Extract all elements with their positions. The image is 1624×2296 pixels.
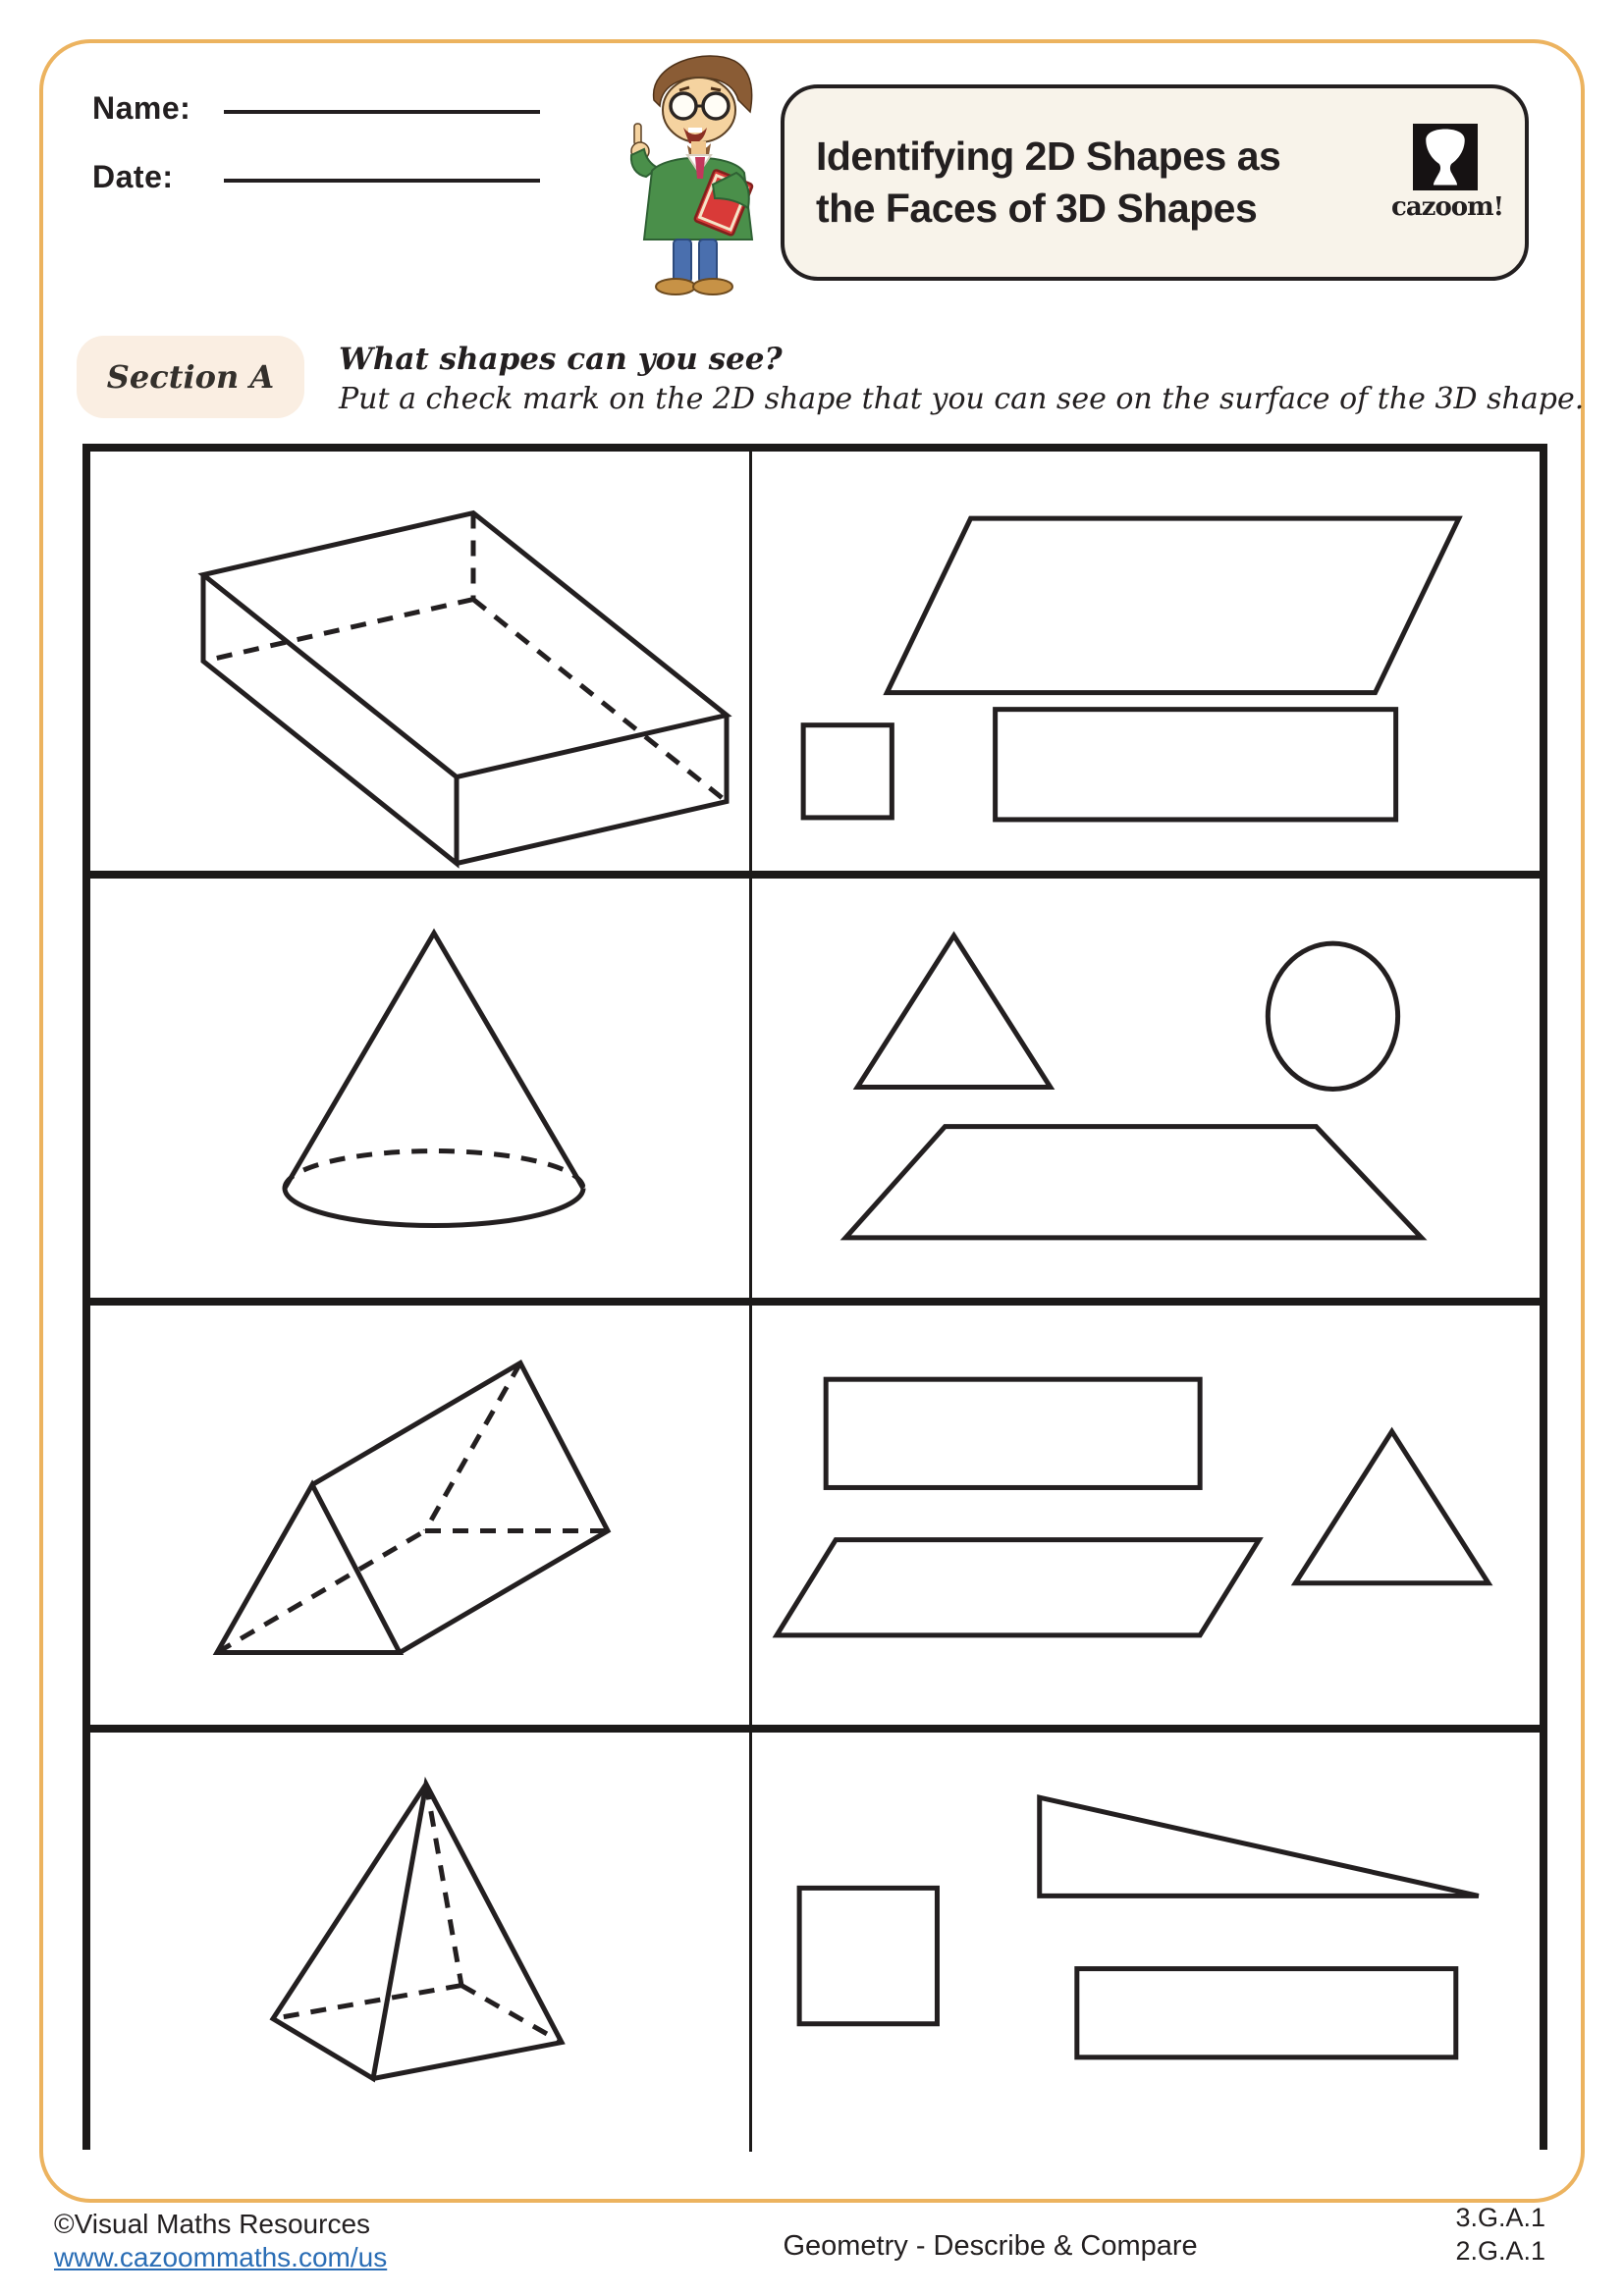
footer-topic: Geometry - Describe & Compare [783,2230,1198,2262]
logo-wordmark: cazoom! [1391,192,1504,222]
cell-row1-options [749,452,1540,871]
instruction-body: Put a check mark on the 2D shape that you can see on the surface of the 3D shape. [339,382,1585,416]
teacher-cartoon-icon [597,45,789,302]
drum-icon [1413,124,1478,190]
cell-row4-options [749,1725,1540,2152]
section-badge [77,336,304,418]
option-square[interactable] [799,1889,937,2024]
worksheet-table [82,444,1547,2150]
option-triangle[interactable] [857,935,1050,1087]
rectangular-prism-figure [90,452,749,871]
option-parallelogram[interactable] [887,518,1458,692]
title-panel [781,84,1529,281]
cone-figure [90,879,749,1298]
teacher-mascot-illustration [597,45,789,302]
copyright-text: ©Visual Maths Resources [54,2209,371,2239]
option-rectangle[interactable] [826,1379,1200,1487]
square-pyramid-figure [90,1733,749,2152]
page-title-line2: the Faces of 3D Shapes [816,186,1258,231]
date-label: Date: [92,159,174,194]
row2-options-figure [752,879,1540,1298]
page-title [785,131,1393,235]
page-title-line1: Identifying 2D Shapes as [816,133,1281,179]
cell-row2-options [749,871,1540,1298]
row4-options-figure [752,1733,1540,2152]
date-input-line[interactable] [224,179,540,183]
cell-row2-solid [90,871,749,1298]
cell-row1-solid [90,452,749,871]
instructions [339,340,1584,420]
option-right-triangle[interactable] [1040,1797,1479,1896]
cell-row3-options [749,1298,1540,1725]
cell-row3-solid [90,1298,749,1725]
name-label: Name: [92,90,191,126]
option-trapezoid[interactable] [845,1127,1421,1238]
cazoom-logo [1391,124,1504,222]
row1-options-figure [752,452,1540,871]
instruction-title: What shapes can you see? [339,342,783,377]
row3-options-figure [752,1306,1540,1725]
option-rectangle[interactable] [996,710,1396,820]
name-input-line[interactable] [224,110,540,114]
option-circle[interactable] [1268,943,1397,1089]
standards-codes [1455,2201,1545,2268]
option-parallelogram[interactable] [777,1540,1259,1635]
triangular-prism-figure [90,1306,749,1725]
cell-row4-solid [90,1725,749,2152]
section-label: Section A [106,358,275,396]
standard-code-2: 2.G.A.1 [1455,2236,1545,2266]
website-link[interactable]: www.cazoommaths.com/us [54,2242,388,2272]
option-triangle[interactable] [1295,1431,1488,1582]
standard-code-1: 3.G.A.1 [1455,2203,1545,2232]
option-rectangle[interactable] [1077,1969,1456,2057]
option-square[interactable] [803,725,892,818]
